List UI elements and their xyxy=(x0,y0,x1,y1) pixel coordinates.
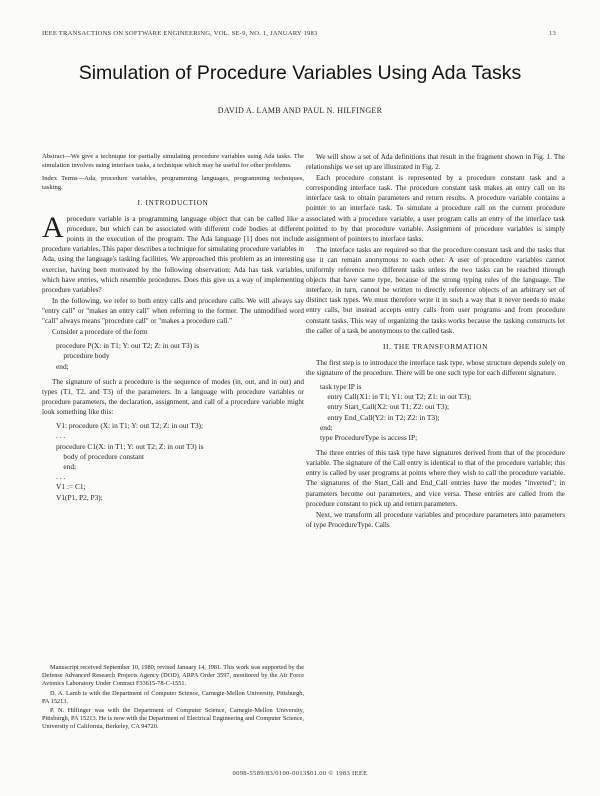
code-line: procedure body xyxy=(56,351,110,361)
author-line: DAVID A. LAMB AND PAUL N. HILFINGER xyxy=(217,106,383,115)
right-column xyxy=(306,152,565,531)
left-column xyxy=(42,152,304,508)
paper-title: Simulation of Procedure Variables Using Ada Tasks xyxy=(78,62,522,84)
code-line: end; xyxy=(56,462,77,472)
body-paragraph: The three entries of this task type have signatures derived from that of the procedure variable. The signature of the Call entry is identical to that of the procedure variable; this entry is called by user programs at points where they wish to call the procedure variable. The signatures of the Start_Call and End_Call entries have the modes "inverted"; in parameters become out parameters, and vice versa. These entries are called from the procedure constant to pick up and return parameters. xyxy=(306,449,565,508)
code-line: V1(P1, P2, P3); xyxy=(56,492,103,502)
abstract: Abstract—We give a technique for partially simulating procedure variables using Ada tasks. The simulation involves using interface tasks, a technique which may be useful for other problems. xyxy=(42,153,304,169)
code-line: end; xyxy=(320,422,333,432)
drop-cap: A xyxy=(42,211,64,245)
code-line: entry Start_Call(X2: out T1; Z2: out T3); xyxy=(320,402,450,412)
footnote-manuscript: Manuscript received September 10, 1980; revised January 14, 1981. This work was supported by the Defense Advanced Research Projects Agency (DOD), ARPA Order 3597, monitored by the Air Force Avionics Laboratory Under Contract F33615-78-C-1551. xyxy=(42,664,304,688)
intro-paragraph-1-text: procedure variable is a programming language object that can be called like a procedure, but which can be associated with different code bodies at different points in the execution of the program. The Ada language [1] does not include procedure variables. This paper describes a technique for simulating procedure variables in Ada, using the language's tasking facilities. We approached this problem as an interesting exercise, having been motivated by the following observation: Ada has task variables, which have entries, which resemble procedures. Does this give us a way of implementing procedure variables? xyxy=(42,215,304,294)
running-header xyxy=(42,30,556,37)
code-line: procedure C1(X: in T1; Y: out T2; Z: in out T3) is xyxy=(56,441,204,451)
journal-citation: IEEE TRANSACTIONS ON SOFTWARE ENGINEERING, VOL. SE-9, NO. 1, JANUARY 1983 xyxy=(42,30,318,37)
code-line: procedure P(X: in T1; Y: out T2; Z: in out T3) is xyxy=(56,341,199,351)
intro-paragraph-2: In the following, we refer to both entry calls and procedure calls. We will always say "entry call" or "makes an entry call" when referring to the former. The unmodified word "call" always means "procedure call" or "makes a procedure call." xyxy=(42,296,304,326)
page-number: 13 xyxy=(549,30,556,37)
copyright-line: 0098-5589/83/0100-0013$01.00 © 1983 IEEE xyxy=(232,770,368,777)
intro-paragraph-4: The signature of such a procedure is the sequence of modes (in, out, and in out) and types (T1, T2, and T3) of the parameters. In a language with procedure variables or procedure parameters, the declaration, assignment, and call of a procedure variable might look something like this: xyxy=(42,377,304,417)
code-block-procedure-variable xyxy=(56,421,304,503)
code-line: entry Call(X1: in T1; Y1: out T2; Z1: in out T3); xyxy=(320,392,472,402)
intro-paragraph-3: Consider a procedure of the form xyxy=(52,328,148,337)
footnote-author-lamb: D. A. Lamb is with the Department of Computer Science, Carnegie-Mellon University, Pittsburgh, PA 15213. xyxy=(42,689,304,705)
body-paragraph: Each procedure constant is represented by a procedure constant task and a corresponding interface task. The procedure constant task makes an entry call on its interface task to obtain parameters and return results. A procedure variable contains a pointer to an interface task. To simulate a procedure call on the current procedure associated with a procedure variable, a user program calls an entry of the interface task pointed to by that procedure variable. Assignment of procedure variables is simply assignment of pointers to interface tasks. xyxy=(306,174,565,243)
body-paragraph: The interface tasks are required so that the procedure constant task and the tasks that use it can remain anonymous to each other. A user of procedure variables cannot uniformly reference two different tasks unless the two tasks can be reached through objects that have same type, because of the strong typing rules of the language. The interface, in turn, cannot be written to directly reference objects of an arbitrary set of distinct task types. We must therefore write it in such a way that it never needs to make entry calls, but instead accepts entry calls from user programs and from procedure constant tasks. This way of organizing the tasks works because the tasking constructs let the caller of a task be anonymous to the called task. xyxy=(306,245,565,335)
code-block-task-type xyxy=(320,382,565,443)
index-terms: Index Terms—Ada, procedure variables, programming languages, programming techniques, tasking. xyxy=(42,175,304,191)
code-line: entry End_Call(Y2: in T2; Z2: in T3); xyxy=(320,412,440,422)
code-line: V1: procedure (X: in T1; Y: out T2; Z: in out T3); xyxy=(56,421,204,431)
body-paragraph: Next, we transform all procedure variables and procedure parameters into parameters of type ProcedureType. Calls xyxy=(306,510,565,529)
footnotes xyxy=(42,664,304,733)
section-heading-transformation: II. THE TRANSFORMATION xyxy=(382,341,489,351)
section-heading-introduction: I. INTRODUCTION xyxy=(137,198,209,207)
code-line: . . . xyxy=(56,431,66,441)
body-paragraph: We will show a set of Ada definitions that result in the fragment shown in Fig. 1. The relationships we set up are illustrated in Fig. 2. xyxy=(306,153,565,172)
body-paragraph: The first step is to introduce the interface task type, whose structure depends solely on the signature of the procedure. There will be one such type for each different signature. xyxy=(306,358,565,377)
code-line: V1 := C1; xyxy=(56,482,86,492)
code-line: . . . xyxy=(56,472,66,482)
code-block-procedure xyxy=(56,341,304,372)
code-line: type ProcedureType is access IP; xyxy=(320,432,418,442)
code-line: task type IP is xyxy=(320,381,362,391)
code-line: end; xyxy=(56,361,69,371)
footnote-author-hilfinger: P. N. Hilfinger was with the Department of Computer Science, Carnegie-Mellon University, Pittsburgh, PA 15213. He is now with the Department of Electrical Engineering and Computer Science, University of California, Berkeley, CA 94720. xyxy=(42,707,304,731)
code-line: body of procedure constant xyxy=(56,451,145,461)
intro-paragraph-1 xyxy=(42,211,304,295)
